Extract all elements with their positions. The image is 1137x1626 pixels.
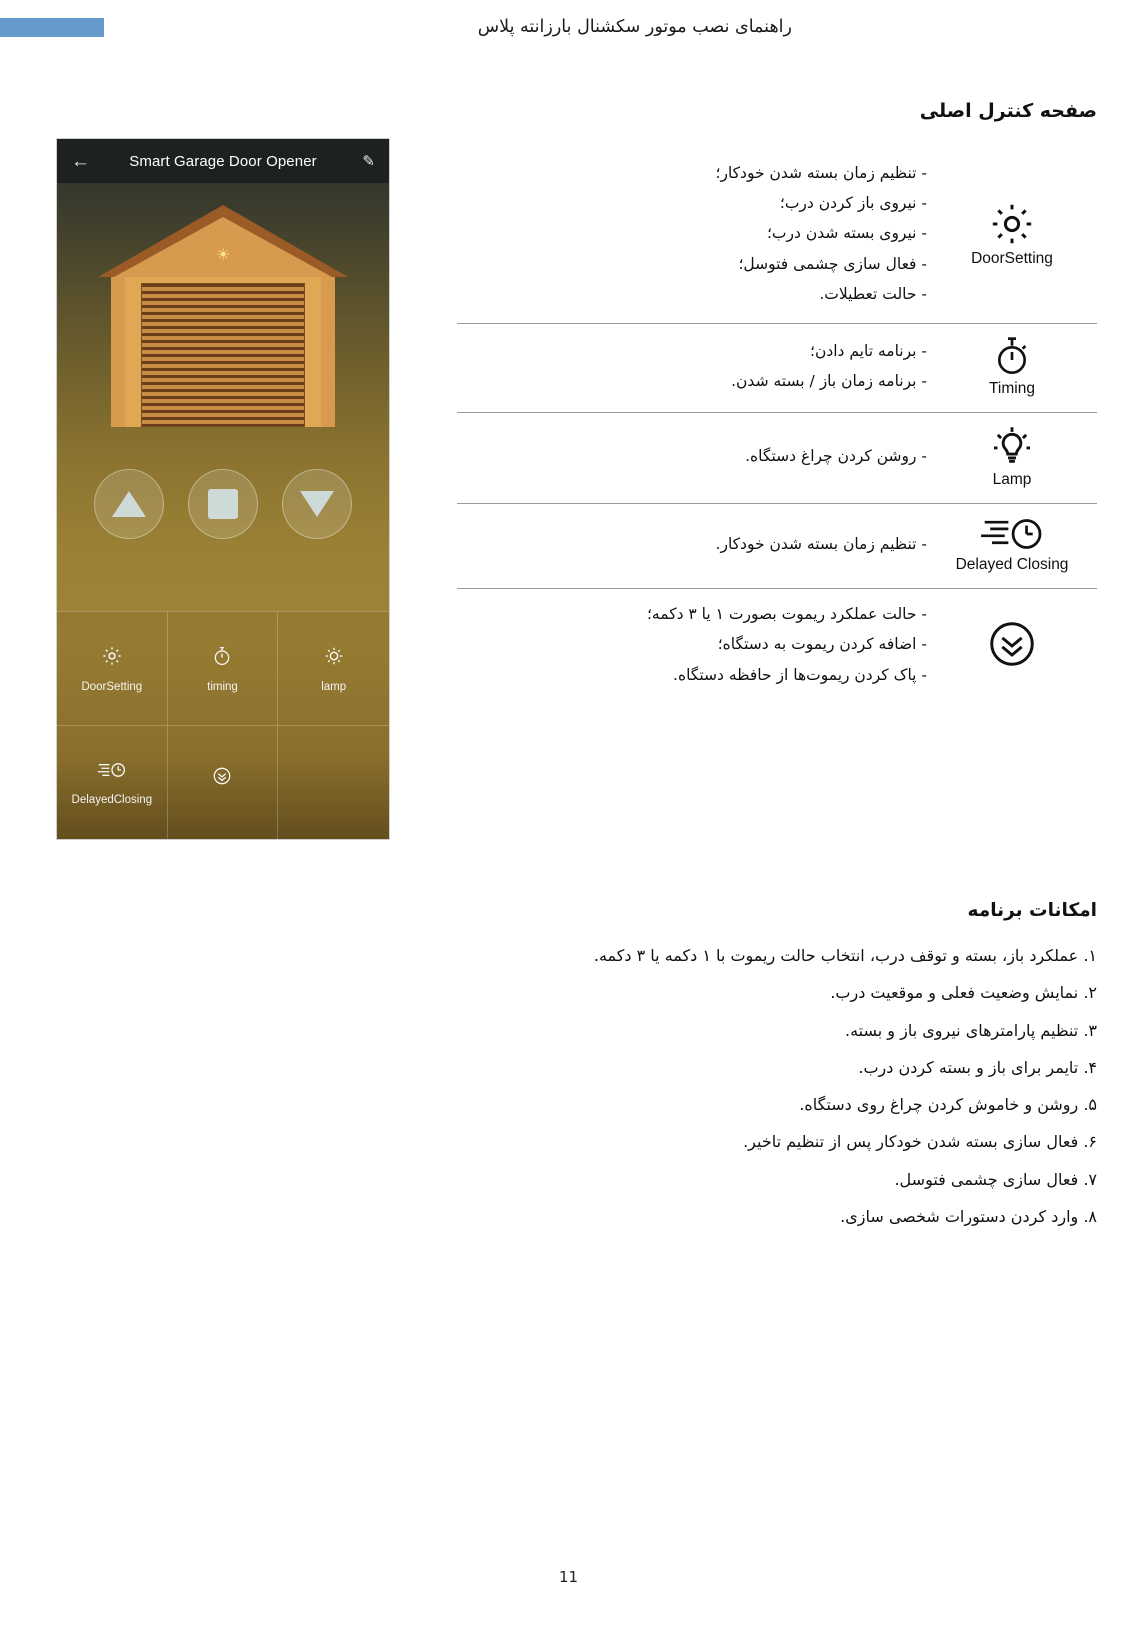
bulb-icon bbox=[323, 645, 345, 667]
door-controls bbox=[57, 469, 389, 539]
bulb-icon bbox=[927, 423, 1097, 469]
list-item: ۱. عملکرد باز، بسته و توقف درب، انتخاب حالت ریموت با ۱ دکمه یا ۳ دکمه. bbox=[593, 946, 1097, 965]
stopwatch-icon bbox=[927, 334, 1097, 378]
feature-line: - تنظیم زمان بسته شدن خودکار. bbox=[715, 534, 927, 553]
grid-item-more[interactable] bbox=[168, 725, 279, 839]
list-item: ۸. وارد کردن دستورات شخصی سازی. bbox=[840, 1206, 1097, 1226]
feature-caption: Timing bbox=[989, 380, 1035, 398]
feature-row-more bbox=[457, 589, 1097, 704]
stop-button[interactable] bbox=[188, 469, 258, 539]
feature-text-col bbox=[457, 336, 927, 396]
list-item: ۲. نمایش وضعیت فعلی و موقعیت درب. bbox=[830, 983, 1097, 1003]
feature-line: - روشن کردن چراغ دستگاه. bbox=[745, 446, 927, 465]
app-features-section bbox=[137, 900, 1097, 1235]
feature-row-doorsetting bbox=[457, 148, 1097, 324]
triangle-up-icon bbox=[112, 491, 146, 517]
grid-label-doorsetting: DoorSetting bbox=[81, 680, 143, 693]
open-button[interactable] bbox=[94, 469, 164, 539]
feature-line: - برنامه زمان باز / بسته شدن. bbox=[731, 372, 927, 391]
gear-icon bbox=[101, 645, 123, 667]
feature-caption: DoorSetting bbox=[971, 249, 1053, 267]
app-title: Smart Garage Door Opener bbox=[129, 152, 317, 170]
pencil-icon[interactable]: ✎ bbox=[362, 153, 375, 170]
feature-icon-col bbox=[927, 423, 1097, 489]
section-title: صفحه کنترل اصلی bbox=[919, 100, 1097, 122]
grid-label-timing: timing bbox=[207, 680, 238, 693]
close-button[interactable] bbox=[282, 469, 352, 539]
features-title: امکانات برنامه bbox=[967, 900, 1097, 921]
grid-item-doorsetting[interactable] bbox=[57, 611, 168, 725]
list-item: ۷. فعال سازی چشمی فتوسل. bbox=[894, 1169, 1097, 1189]
grid-item-lamp[interactable] bbox=[278, 611, 389, 725]
stopwatch-icon bbox=[212, 645, 232, 667]
list-item: ۳. تنظیم پارامترهای نیروی باز و بسته. bbox=[845, 1020, 1097, 1040]
feature-line: - پاک کردن ریموت‌ها از حافظه دستگاه. bbox=[673, 665, 927, 684]
feature-icon-col bbox=[927, 514, 1097, 574]
feature-caption: Lamp bbox=[992, 471, 1032, 489]
feature-line: - اضافه کردن ریموت به دستگاه؛ bbox=[717, 635, 927, 654]
feature-line: - فعال سازی چشمی فتوسل؛ bbox=[738, 254, 927, 273]
garage-illustration bbox=[57, 183, 389, 483]
triangle-down-icon bbox=[300, 491, 334, 517]
phone-screenshot bbox=[56, 138, 390, 840]
feature-text-col bbox=[457, 441, 927, 471]
grid-label-delayedclosing: DelayedClosing bbox=[71, 793, 153, 806]
grid-item-timing[interactable] bbox=[168, 611, 279, 725]
grid-label-lamp: lamp bbox=[321, 680, 347, 693]
feature-icon-col bbox=[927, 200, 1097, 268]
delayed-closing-icon bbox=[927, 514, 1097, 554]
feature-row-delayedclosing bbox=[457, 504, 1097, 589]
grid-item-delayedclosing[interactable] bbox=[57, 725, 168, 839]
page-number: 11 bbox=[558, 1568, 579, 1586]
document-title: راهنمای نصب موتور سکشنال بارزانته پلاس bbox=[477, 17, 792, 37]
square-icon bbox=[208, 489, 238, 519]
list-item: ۴. تایمر برای باز و بسته کردن درب. bbox=[858, 1057, 1097, 1077]
feature-row-timing bbox=[457, 324, 1097, 413]
grid-item-empty bbox=[278, 725, 389, 839]
app-function-grid bbox=[57, 611, 389, 839]
feature-line: - برنامه تایم دادن؛ bbox=[810, 341, 927, 360]
feature-line: - حالت تعطیلات. bbox=[819, 284, 927, 303]
back-arrow-icon[interactable]: ← bbox=[71, 150, 90, 172]
list-item: ۶. فعال سازی بسته شدن خودکار پس از تنظیم تاخیر. bbox=[743, 1132, 1097, 1152]
feature-icon-col bbox=[927, 334, 1097, 398]
page-header bbox=[0, 0, 1137, 52]
chevron-double-down-icon bbox=[927, 617, 1097, 671]
feature-text-col bbox=[457, 158, 927, 309]
chevron-double-down-icon bbox=[211, 765, 233, 787]
garage-body bbox=[111, 277, 335, 427]
feature-text-col bbox=[457, 529, 927, 559]
feature-text-col bbox=[457, 599, 927, 690]
bulb-icon: ☀ bbox=[215, 247, 231, 264]
list-item: ۵. روشن و خاموش کردن چراغ روی دستگاه. bbox=[799, 1095, 1097, 1115]
gear-icon bbox=[927, 200, 1097, 248]
feature-line: - تنظیم زمان بسته شدن خودکار؛ bbox=[715, 164, 927, 182]
header-accent-bar bbox=[0, 18, 104, 37]
feature-line: - نیروی بسته شدن درب؛ bbox=[766, 224, 927, 243]
feature-line: - نیروی باز کردن درب؛ bbox=[779, 194, 927, 213]
feature-row-lamp bbox=[457, 413, 1097, 504]
garage-roof bbox=[98, 205, 348, 277]
feature-caption: Delayed Closing bbox=[955, 556, 1069, 574]
garage-graphic bbox=[98, 205, 348, 427]
features-list bbox=[137, 937, 1097, 1235]
delayed-closing-icon bbox=[97, 760, 127, 780]
app-topbar bbox=[57, 139, 389, 183]
feature-icon-col bbox=[927, 617, 1097, 671]
feature-line: - حالت عملکرد ریموت بصورت ۱ یا ۳ دکمه؛ bbox=[647, 605, 927, 624]
garage-door bbox=[141, 283, 305, 427]
main-control-section bbox=[457, 100, 1097, 704]
